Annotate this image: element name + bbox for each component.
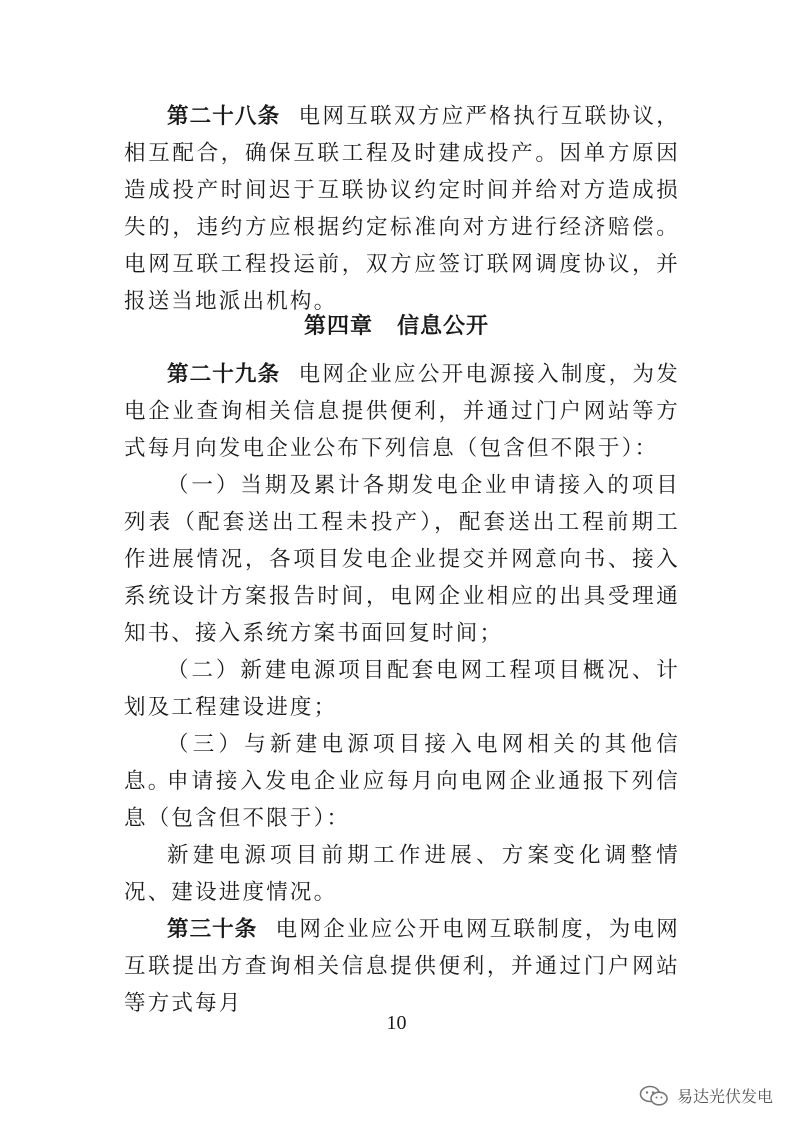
chapter-title: 信息公开 (397, 314, 490, 339)
watermark (639, 1084, 773, 1107)
article-29-item-3: （三）与新建电源项目接入电网相关的其他信息。 (124, 732, 680, 794)
article-30-text: 电网企业应公开电网互联制度，为电网互联提出方查询相关信息提供便利，并通过门户网站等方式每月 (124, 917, 680, 1016)
article-29-text: 电网企业应公开电源接入制度，为发电企业查询相关信息提供便利，并通过门户网站等方式每月向发电企业公布下列信息（包含但不限于）： (124, 362, 680, 461)
chapter-heading (0, 312, 793, 342)
article-29-item-1: （一）当期及累计各期发电企业申请接入的项目列表（配套送出工程未投产），配套送出工程前期工作进展情况，各项目发电企业提交并网意向书、接入系统设计方案报告时间，电网企业相应的出具受理通知书、接入系统方案书面回复时间； (124, 473, 680, 646)
article-30-label: 第三十条 (167, 917, 258, 942)
article-28-text: 电网互联双方应严格执行互联协议，相互配合，确保互联工程及时建成投产。因单方原因造成投产时间迟于互联协议约定时间并给对方造成损失的，违约方应根据约定标准向对方进行经济赔偿。电网互联工程投运前，双方应签订联网调度协议，并报送当地派出机构。 (124, 104, 680, 314)
chapter-number: 第四章 (303, 314, 373, 339)
article-29 (124, 356, 680, 467)
wechat-icon (639, 1085, 669, 1107)
article-29-para-3: 新建电源项目前期工作进展、方案变化调整情况、建设进度情况。 (124, 843, 680, 905)
article-29-label: 第二十九条 (167, 362, 281, 387)
watermark-text: 易达光伏发电 (676, 1087, 773, 1106)
article-28 (124, 98, 680, 320)
article-28-label: 第二十八条 (167, 104, 281, 129)
article-29-item-2: （二）新建电源项目配套电网工程项目概况、计划及工程建设进度； (124, 658, 680, 720)
article-30 (124, 911, 680, 1022)
page-number: 10 (386, 1012, 407, 1034)
article-29-para-2: 申请接入发电企业应每月向电网企业通报下列信息（包含但不限于）： (124, 769, 680, 831)
